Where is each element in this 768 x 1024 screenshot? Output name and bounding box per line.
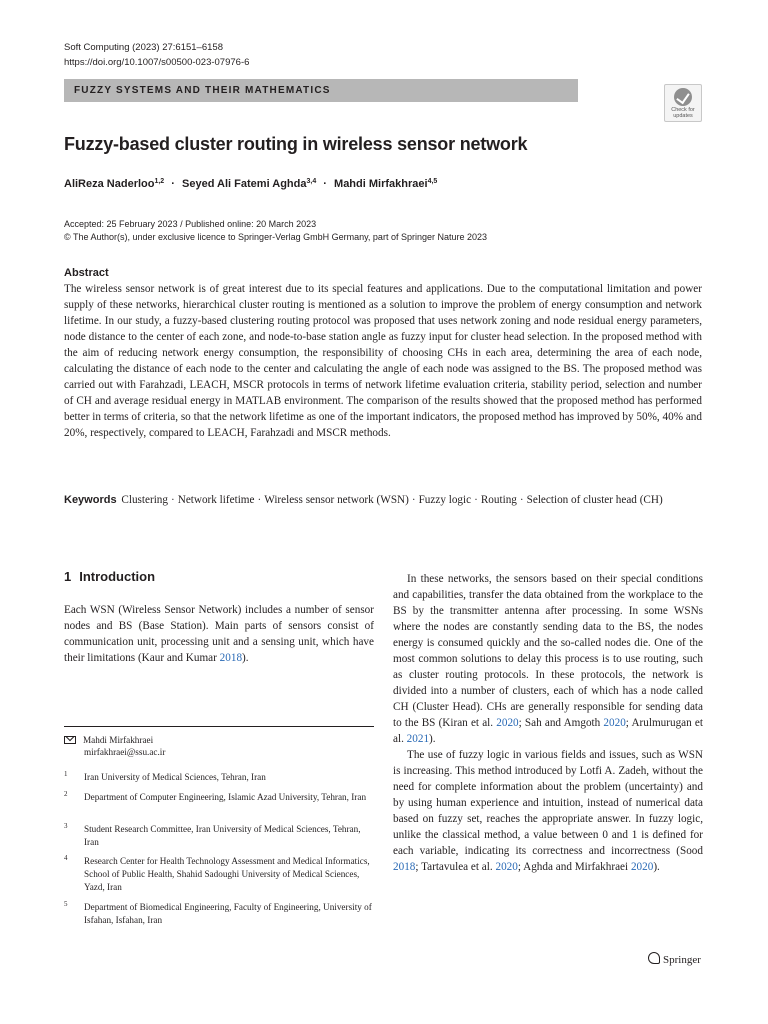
springer-horse-icon xyxy=(648,952,660,964)
affiliation-number: 1 xyxy=(64,770,68,778)
keyword-separator: · xyxy=(257,494,262,506)
contact-name: Mahdi Mirfakhraei xyxy=(83,735,154,745)
paper-title: Fuzzy-based cluster routing in wireless sensor network xyxy=(64,134,528,154)
citation-link[interactable]: 2020 xyxy=(495,861,518,873)
abstract-text: The wireless sensor network is of great interest due to its special features and applications. Due to the computational limitation and power supply of these networks, hierarchical cluster routing is mentioned as a solution to improve the problem of energy consumption and network lifetime. In our study, a fuzzy-based clustering routing protocol was proposed that uses network zoning and node residual energy parameters, node distance to the center of each zone, and node-to-base station angle as fuzzy input for cluster head selection. In the proposed method with the aim of reducing network energy consumption, the responsibility of choosing CHs in each area, determining the area of each node, calculating the distance of each node to the center and calculating the angle of each node was assigned to the BS. The proposed method was carried out with Farahzadi, LEACH, MSCR protocols in terms of network lifetime evaluation criteria, stability period, selection and number of CH and average residual energy in MATLAB environment. The comparison of the results showed that the proposed method has performed better in terms of criteria, so that the network lifetime as one of the important indicators, the proposed method has improved by 50%, 40% and 20%, respectively, compared to LEACH, Farahzadi and MSCR methods. xyxy=(64,283,702,439)
affiliation xyxy=(64,823,374,849)
keyword-separator: · xyxy=(519,494,524,506)
affiliation xyxy=(64,771,374,784)
author-separator: · xyxy=(171,178,175,190)
copyright-line: © The Author(s), under exclusive licence to Springer-Verlag GmbH Germany, part of Springer Nature 2023 xyxy=(64,232,487,242)
keywords xyxy=(64,492,702,508)
section-number: 1 xyxy=(64,569,72,584)
author-name[interactable]: Seyed Ali Fatemi Aghda xyxy=(182,178,307,190)
keyword-separator: · xyxy=(171,494,175,506)
citation-link[interactable]: 2020 xyxy=(496,717,519,729)
check-updates-label: Check for updates xyxy=(671,107,695,119)
doi-link[interactable]: https://doi.org/10.1007/s00500-023-07976-6 xyxy=(64,57,250,68)
check-updates-icon xyxy=(674,88,692,106)
affiliation xyxy=(64,901,374,927)
keyword-separator: · xyxy=(474,494,478,506)
author-list xyxy=(64,178,437,190)
affiliation-number: 3 xyxy=(64,822,68,830)
citation-link[interactable]: 2020 xyxy=(630,861,654,873)
author-affiliation-sup: 4,5 xyxy=(427,178,438,185)
keyword: Fuzzy logic xyxy=(418,494,472,506)
affiliation-text: Department of Computer Engineering, Islamic Azad University, Tehran, Iran xyxy=(84,792,367,802)
affiliation-text: Research Center for Health Technology Assessment and Medical Informatics, School of Public Health, Shahid Sadoughi University of Medical Sciences, Yazd, Iran xyxy=(84,856,370,892)
affiliation-number: 4 xyxy=(64,854,68,862)
author-affiliation-sup: 3,4 xyxy=(306,178,317,185)
author-name[interactable]: Mahdi Mirfakhraei xyxy=(334,178,428,190)
abstract-heading: Abstract xyxy=(64,267,109,279)
contact-email[interactable]: mirfakhraei@ssu.ac.ir xyxy=(84,747,166,757)
publisher-logo xyxy=(648,952,701,966)
affiliation xyxy=(64,855,374,894)
keyword: Network lifetime xyxy=(177,494,255,506)
envelope-icon xyxy=(64,736,76,744)
author-affiliation-sup: 1,2 xyxy=(154,178,165,185)
intro-paragraph: Each WSN (Wireless Sensor Network) includes a number of sensor nodes and BS (Base Station). Main parts of sensors consist of communication unit, processing unit and a sensing unit, which have their limitations (Kaur and Kumar 2018). xyxy=(64,604,374,664)
body-paragraph: In these networks, the sensors based on their special conditions and capabilities, transfer the data obtained from the workplace to the BS by the transmitter antenna after processing. In some WSNs where the nodes are constantly sending data to the BS, the nodes energy is consumed quickly and the so-called nodes die. One of the most common solutions to delay this process is to use routing, such as cluster routing protocols. In these protocols, the network is divided into a number of clusters, each of which has a node called CH (Cluster Head). CHs are generally responsible for sending data to the BS (Kiran et al. 2020; Sah and Amgoth 2020; Arulmurugan et al. 2021). xyxy=(393,573,703,745)
keyword: Clustering xyxy=(121,494,168,506)
citation-link[interactable]: 2018 xyxy=(219,652,243,664)
keyword: Routing xyxy=(480,494,517,506)
publisher-name: Springer xyxy=(663,954,701,966)
author-separator: · xyxy=(323,178,327,190)
journal-citation: Soft Computing (2023) 27:6151–6158 xyxy=(64,42,223,53)
author-name[interactable]: AliReza Naderloo xyxy=(64,178,155,190)
right-column xyxy=(393,571,703,875)
citation-link[interactable]: 2020 xyxy=(603,717,626,729)
citation-link[interactable]: 2021 xyxy=(406,733,430,745)
keywords-heading: Keywords xyxy=(64,494,117,506)
affiliation-number: 5 xyxy=(64,900,68,908)
section-banner: FUZZY SYSTEMS AND THEIR MATHEMATICS xyxy=(64,79,578,102)
footnote-rule xyxy=(64,726,374,727)
journal-header xyxy=(64,40,249,70)
affiliation-text: Department of Biomedical Engineering, Faculty of Engineering, University of Isfahan, Isfahan, Iran xyxy=(84,902,372,925)
corresponding-author xyxy=(64,734,165,758)
keyword-separator: · xyxy=(411,494,416,506)
keyword: Wireless sensor network (WSN) xyxy=(264,494,409,506)
publication-dates xyxy=(64,218,487,244)
citation-link[interactable]: 2018 xyxy=(393,861,416,873)
affiliation-text: Iran University of Medical Sciences, Tehran, Iran xyxy=(84,772,266,782)
section-heading-introduction xyxy=(64,569,155,584)
dates-line: Accepted: 25 February 2023 / Published online: 20 March 2023 xyxy=(64,219,317,229)
affiliation xyxy=(64,791,374,804)
check-for-updates-button[interactable] xyxy=(664,84,702,122)
section-title: Introduction xyxy=(79,569,156,584)
body-paragraph: The use of fuzzy logic in various fields and issues, such as WSN is increasing. This method introduced by Lotfi A. Zadeh, without the need for complete information about the problem (uncertainty) and by using human experience and intuition, instead of numerical data based on fuzzy set, reaches the appropriate answer. In fuzzy logic, unlike the classical method, a value between 0 and 1 is defined for each variable, indicating its correctness and incorrectness (Sood 2018; Tartavulea et al. 2020; Aghda and Mirfakhraei 2020). xyxy=(393,749,703,873)
affiliation-text: Student Research Committee, Iran University of Medical Sciences, Tehran, Iran xyxy=(84,824,361,847)
keyword: Selection of cluster head (CH) xyxy=(526,494,663,506)
left-column xyxy=(64,602,374,666)
affiliation-number: 2 xyxy=(64,790,68,798)
